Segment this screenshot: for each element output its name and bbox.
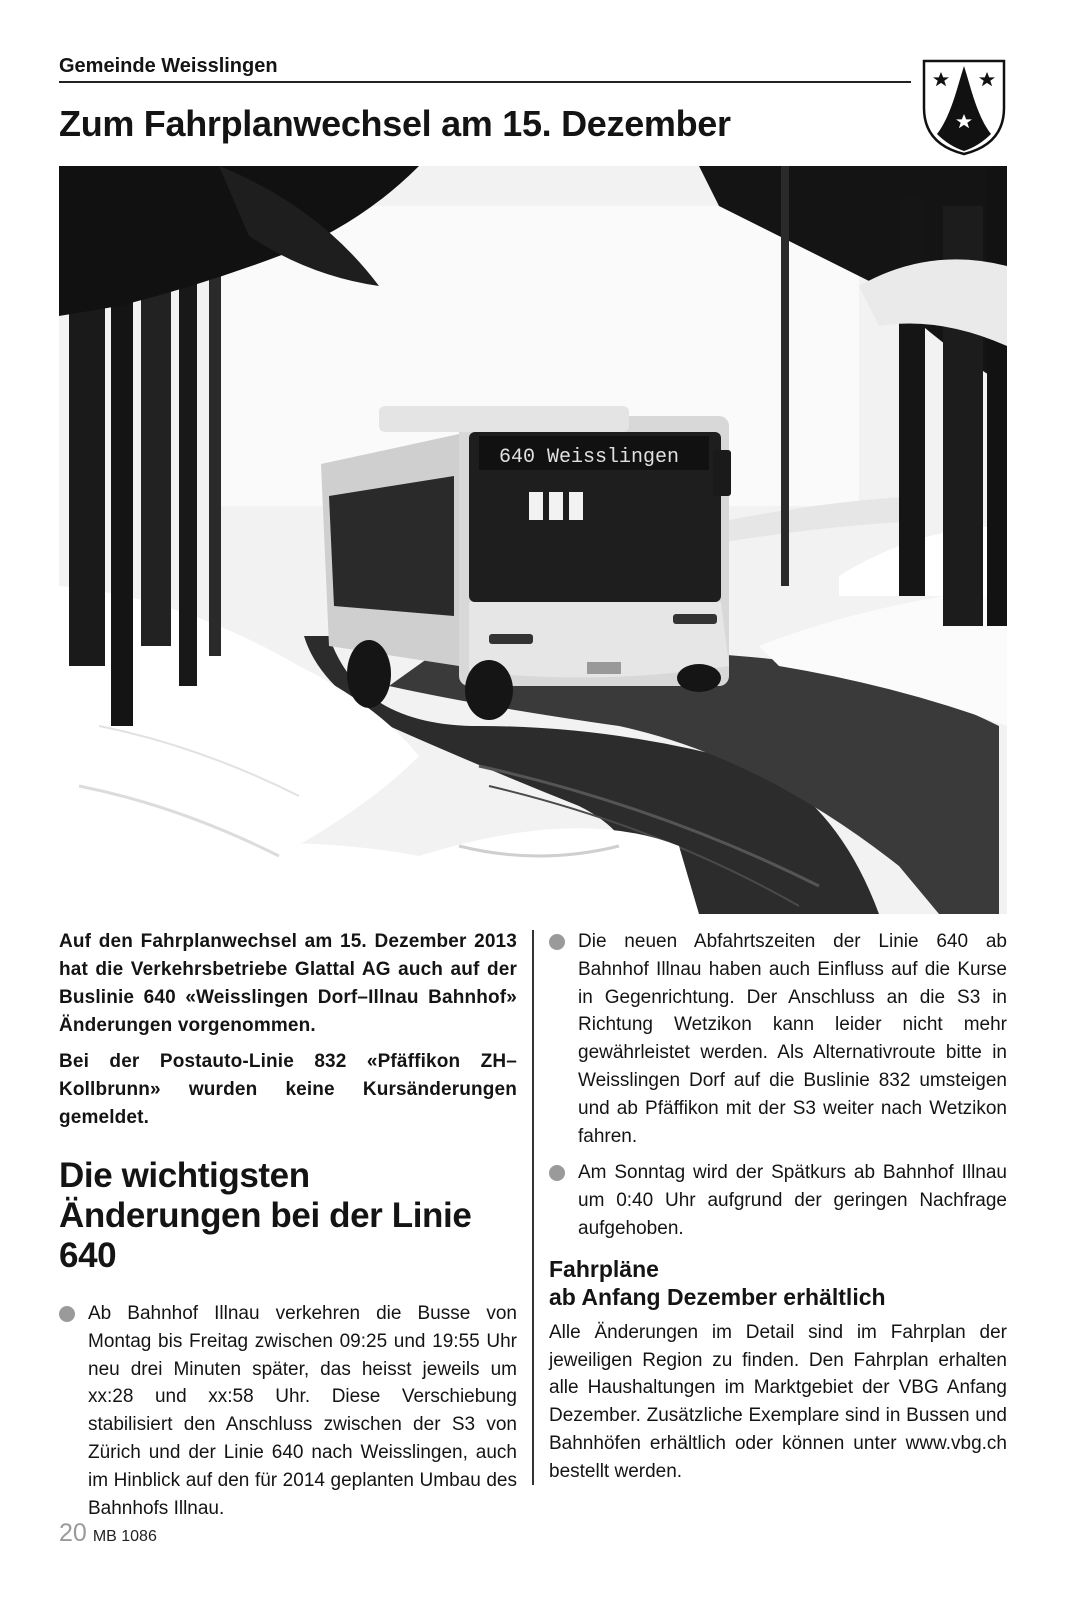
list-item	[549, 928, 1007, 1150]
bus-photo-illustration	[59, 166, 1007, 914]
right-column	[549, 928, 1007, 1486]
timetables-title	[549, 1255, 1007, 1311]
changes-list-left	[59, 1300, 517, 1522]
changes-list-right	[549, 928, 1007, 1243]
timetables-body: Alle Änderungen im Detail sind im Fahrplan der jeweiligen Region zu finden. Den Fahrplan erhalten alle Haushaltungen im Marktgebiet der VBG Anfang Dezember. Zusätzliche Exemplare sind in Bussen und Bahnhöfen erhältlich oder können unter www.vbg.ch bestellt werden.	[549, 1321, 1007, 1482]
bullet-text: Am Sonntag wird der Spätkurs ab Bahnhof Illnau um 0:40 Uhr aufgrund der geringen Nachfrage aufgehoben.	[578, 1162, 1007, 1239]
list-item	[549, 1159, 1007, 1242]
timetables-title-line-1: Fahrpläne	[549, 1255, 659, 1282]
page-footer	[59, 1519, 157, 1548]
municipality-label: Gemeinde Weisslingen	[59, 55, 278, 77]
bullet-dot-icon	[59, 1306, 75, 1322]
bullet-text: Die neuen Abfahrtszeiten der Linie 640 ab Bahnhof Illnau haben auch Einfluss auf die Kurse in Gegenrichtung. Der Anschluss an die S3 in Richtung Wetzikon kann leider nicht mehr gewährleistet werden. Als Alternativroute bitte in Weisslingen Dorf auf die Buslinie 832 umsteigen und ab Pfäffikon mit der S3 weiter nach Wetzikon fahren.	[578, 931, 1007, 1147]
destination-sign: 640 Weisslingen	[499, 446, 680, 469]
timetables-title-line-2: ab Anfang Dezember erhältlich	[549, 1283, 886, 1310]
issue-label: MB 1086	[92, 1528, 157, 1545]
intro-paragraph-1: Auf den Fahrplanwechsel am 15. Dezember 2013 hat die Verkehrsbetriebe Glattal AG auch auf der Buslinie 640 «Weisslingen Dorf–Illnau Bahnhof» Änderungen vorgenommen.	[59, 931, 517, 1036]
changes-title: Die wichtigsten Änderungen bei der Linie 640	[59, 1156, 472, 1275]
left-column	[59, 928, 517, 1531]
intro-paragraph-2: Bei der Postauto-Linie 832 «Pfäffikon ZH–Kollbrunn» wurden keine Kursänderungen gemeldet.	[59, 1051, 517, 1128]
column-divider	[532, 930, 534, 1485]
page-number: 20	[59, 1519, 87, 1547]
bus-photo	[59, 166, 1007, 914]
header-rule	[59, 81, 911, 83]
bullet-dot-icon	[549, 934, 565, 950]
bullet-dot-icon	[549, 1165, 565, 1181]
bullet-text: Ab Bahnhof Illnau verkehren die Busse von Montag bis Freitag zwischen 09:25 und 19:55 Uhr neu drei Minuten später, das heisst jeweils um xx:28 und xx:58 Uhr. Diese Verschiebung stabilisiert den Anschluss zwischen der S3 von Zürich und der Linie 640 nach Weisslingen, auch im Hinblick auf den für 2014 geplanten Umbau des Bahnhofs Illnau.	[88, 1303, 517, 1519]
list-item	[59, 1300, 517, 1522]
coat-of-arms-icon	[921, 58, 1007, 156]
page-title: Zum Fahrplanwechsel am 15. Dezember	[59, 103, 731, 144]
